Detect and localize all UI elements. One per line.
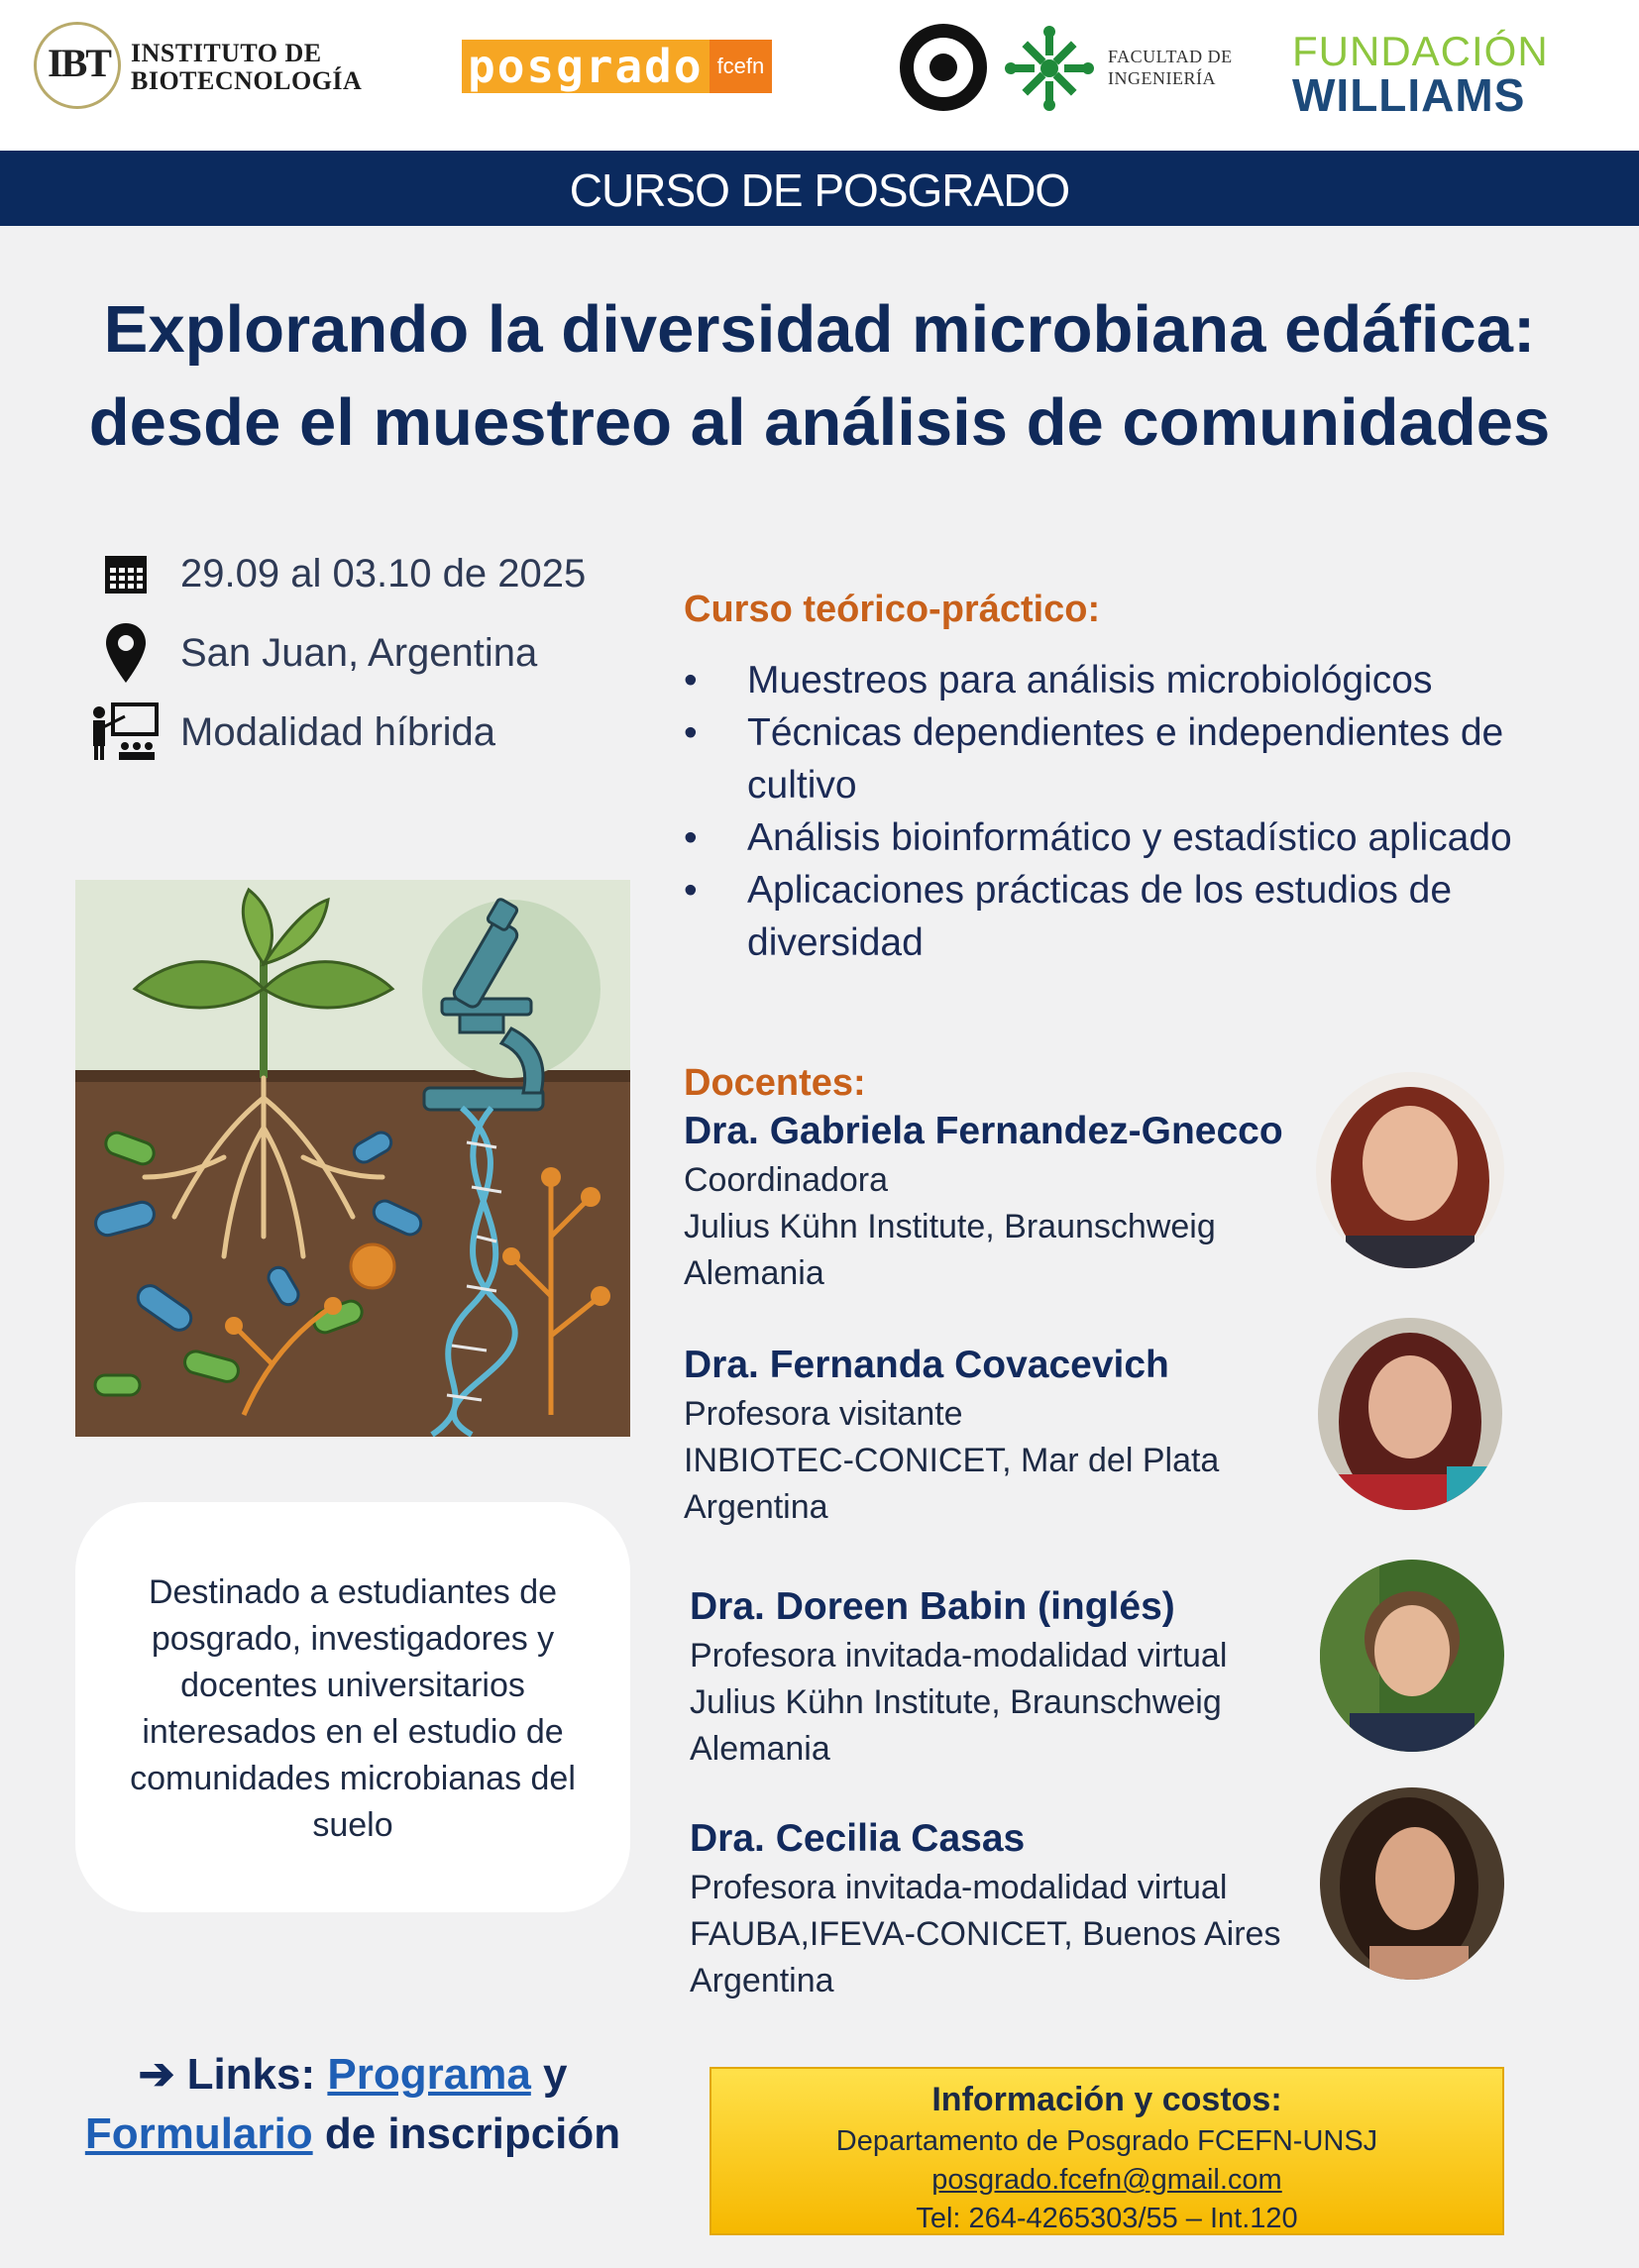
links-line2 [75,2105,630,2164]
fcefn-word: fcefn [710,40,773,93]
teacher-country: Argentina [684,1488,828,1526]
course-location: San Juan, Argentina [180,630,538,675]
programa-link[interactable]: Programa [327,2050,531,2099]
target-audience-text: Destinado a estudiantes de posgrado, investigadores y docentes universitarios interesados en el estudio de comunidades microbianas del suelo [130,1573,576,1844]
links-block [75,2045,630,2164]
fundacion-williams-logo [1292,28,1549,121]
soil-microbes-illustration [75,880,630,1437]
map-pin-icon [91,618,161,688]
unsj-seal-center [929,54,957,81]
ibt-name-line1: INSTITUTO DE [131,39,322,67]
teacher-photo [1318,1318,1502,1510]
links-line1 [75,2045,630,2105]
teacher-card [690,1813,1324,2004]
course-title [40,283,1599,470]
unsj-seal-logo [900,24,987,111]
links-joiner: y [543,2050,568,2099]
ibt-name-line2: BIOTECNOLOGÍA [131,66,363,95]
docentes-heading: Docentes: [684,1062,866,1104]
teacher-country: Alemania [684,1254,824,1292]
course-topics-list [684,654,1605,969]
course-title-line1: Explorando la diversidad microbiana edáfica: [103,292,1536,367]
fi-line2: INGENIERÍA [1108,68,1216,88]
costs-heading: Información y costos: [931,2081,1282,2118]
teacher-card [684,1106,1318,1297]
teacher-photo [1316,1072,1504,1268]
teacher-card [684,1340,1318,1531]
course-dates: 29.09 al 03.10 de 2025 [180,551,587,595]
teacher-name: Dra. Gabriela Fernandez-Gnecco [684,1110,1283,1152]
date-row [91,539,586,608]
costs-department: Departamento de Posgrado FCEFN-UNSJ [835,2125,1378,2157]
ibt-monogram: IBT [48,41,110,85]
teacher-country: Argentina [690,1962,834,1999]
calendar-icon [91,539,161,608]
course-topic: • Muestreos para análisis microbiológicos [684,654,1605,706]
costs-email-link[interactable]: posgrado.fcefn@gmail.com [931,2164,1282,2196]
course-title-line2: desde el muestreo al análisis de comunidades [88,385,1551,460]
ibt-name [131,40,362,95]
arrow-right-icon: ➔ [138,2050,175,2099]
facultad-ingenieria-name [1108,46,1233,89]
teacher-institution: INBIOTEC-CONICET, Mar del Plata [684,1442,1220,1479]
links-suffix: de inscripción [324,2109,621,2158]
teacher-role: Profesora invitada-modalidad virtual [690,1637,1228,1674]
course-topic: • Técnicas dependientes e independientes de cultivo [684,706,1605,811]
teacher-institution: Julius Kühn Institute, Braunschweig [684,1208,1216,1245]
teacher-role: Profesora invitada-modalidad virtual [690,1869,1228,1906]
teacher-photo [1320,1560,1504,1752]
teacher-institution: FAUBA,IFEVA-CONICET, Buenos Aires [690,1915,1281,1953]
costs-phone: Tel: 264-4265303/55 – Int.120 [916,2203,1298,2234]
course-heading: Curso teórico-práctico: [684,589,1101,630]
links-prefix: Links: [186,2050,316,2099]
teacher-card [690,1581,1324,1773]
teacher-institution: Julius Kühn Institute, Braunschweig [690,1683,1222,1721]
costs-info-box [710,2067,1504,2235]
teacher-board-icon [91,698,161,767]
teacher-name: Dra. Doreen Babin (inglés) [690,1585,1175,1628]
target-audience-card [75,1502,630,1912]
teacher-name: Dra. Fernanda Covacevich [684,1344,1169,1386]
course-topic: • Análisis bioinformático y estadístico aplicado [684,811,1605,864]
williams-word: WILLIAMS [1292,69,1526,121]
facultad-ingenieria-logo [1005,26,1094,111]
teacher-photo [1320,1787,1504,1980]
posgrado-fcefn-logo [462,40,772,93]
fundacion-word: FUNDACIÓN [1292,28,1549,74]
posgrado-word: posgrado [462,40,710,93]
course-modality: Modalidad híbrida [180,709,495,754]
teacher-role: Profesora visitante [684,1395,963,1433]
teacher-country: Alemania [690,1730,830,1768]
fi-line1: FACULTAD DE [1108,47,1233,66]
formulario-link[interactable]: Formulario [84,2109,313,2158]
course-topic: • Aplicaciones prácticas de los estudios de diversidad [684,864,1605,969]
teacher-name: Dra. Cecilia Casas [690,1817,1026,1860]
course-type-band: CURSO DE POSGRADO [0,151,1639,226]
mode-row [91,698,495,767]
teacher-role: Coordinadora [684,1161,889,1199]
ibt-logo [34,20,371,115]
location-row [91,618,537,688]
